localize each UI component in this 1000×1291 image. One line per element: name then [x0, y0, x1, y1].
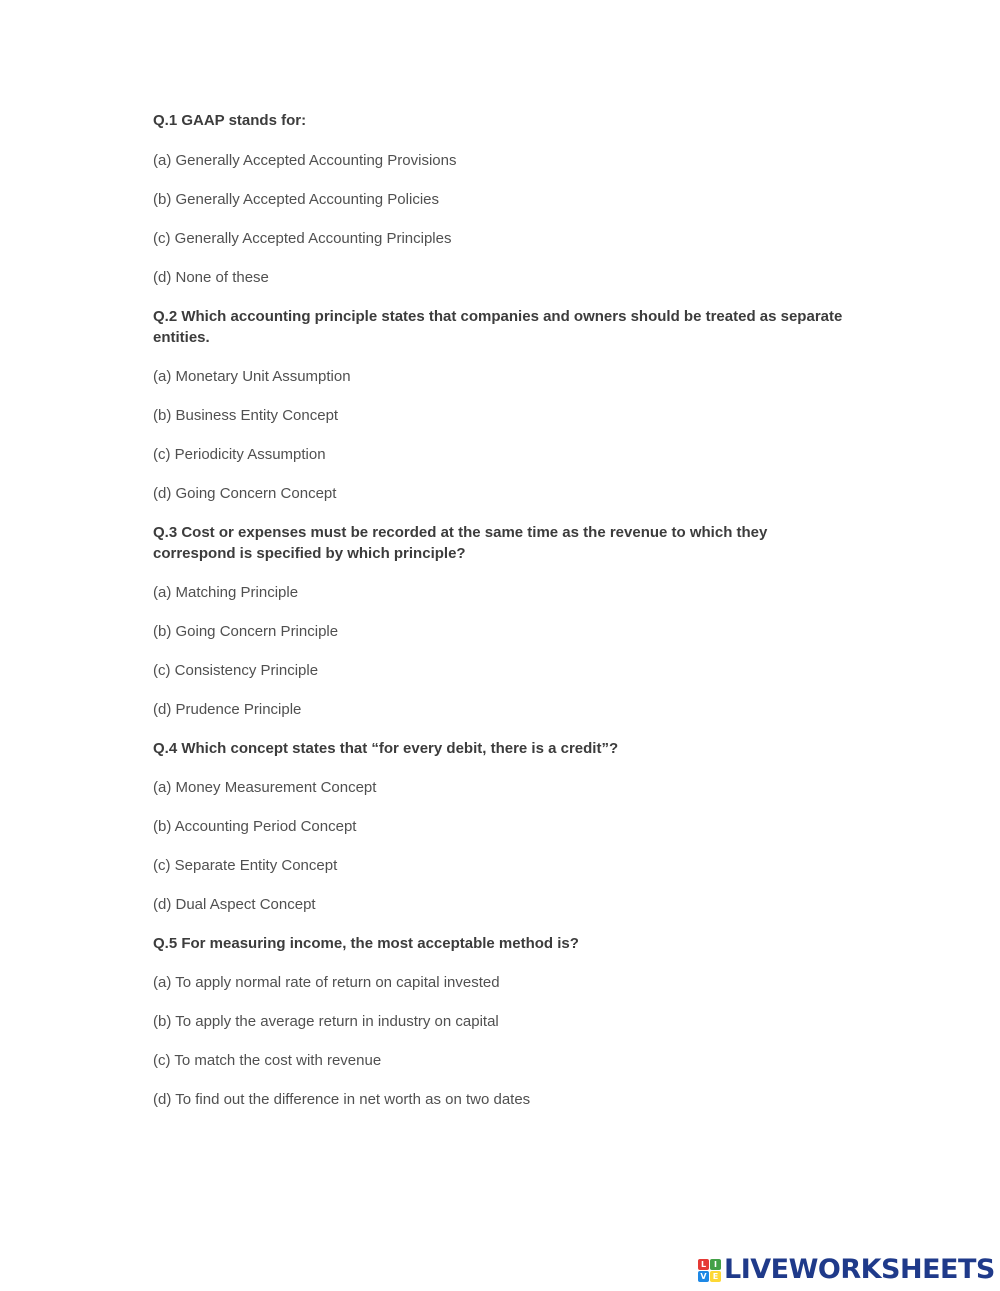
question-4-option-d: (d) Dual Aspect Concept	[153, 896, 316, 913]
question-1-option-c: (c) Generally Accepted Accounting Principles	[153, 230, 452, 247]
logo-mark-tile-l: L	[698, 1259, 709, 1270]
question-1-option-d: (d) None of these	[153, 269, 269, 286]
question-1-text: Q.1 GAAP stands for:	[153, 112, 307, 129]
question-5-option-c: (c) To match the cost with revenue	[153, 1052, 382, 1069]
question-5-text: Q.5 For measuring income, the most acceptable method is?	[153, 935, 579, 952]
question-3-text: Q.3 Cost or expenses must be recorded at the same time as the revenue to which they correspond is specified by which principle?	[153, 524, 768, 562]
question-5-option-d: (d) To find out the difference in net worth as on two dates	[153, 1091, 531, 1108]
logo-mark-tile-v: V	[698, 1271, 709, 1282]
question-3-option-c: (c) Consistency Principle	[153, 662, 319, 679]
question-4-option-c: (c) Separate Entity Concept	[153, 857, 338, 874]
question-3-option-a: (a) Matching Principle	[153, 584, 299, 601]
logo-mark-tile-i: I	[710, 1259, 721, 1270]
question-5-option-a: (a) To apply normal rate of return on capital invested	[153, 974, 500, 991]
question-5-option-b: (b) To apply the average return in industry on capital	[153, 1013, 499, 1030]
question-4-option-a: (a) Money Measurement Concept	[153, 779, 377, 796]
logo-mark-icon	[698, 1259, 721, 1282]
question-4-text: Q.4 Which concept states that “for every debit, there is a credit”?	[153, 740, 619, 757]
question-2-option-a: (a) Monetary Unit Assumption	[153, 368, 351, 385]
question-2-text: Q.2 Which accounting principle states that companies and owners should be treated as separate entities.	[153, 308, 843, 346]
question-3-option-b: (b) Going Concern Principle	[153, 623, 339, 640]
question-2-option-b: (b) Business Entity Concept	[153, 407, 339, 424]
question-2-option-d: (d) Going Concern Concept	[153, 485, 337, 502]
logo-text: LIVEWORKSHEETS	[724, 1254, 995, 1285]
question-2-option-c: (c) Periodicity Assumption	[153, 446, 326, 463]
logo-mark-tile-e: E	[710, 1271, 721, 1282]
question-4-option-b: (b) Accounting Period Concept	[153, 818, 357, 835]
question-1-option-a: (a) Generally Accepted Accounting Provisions	[153, 152, 457, 169]
question-1-option-b: (b) Generally Accepted Accounting Policies	[153, 191, 439, 208]
question-3-option-d: (d) Prudence Principle	[153, 701, 302, 718]
liveworksheets-logo[interactable]	[698, 1255, 995, 1285]
